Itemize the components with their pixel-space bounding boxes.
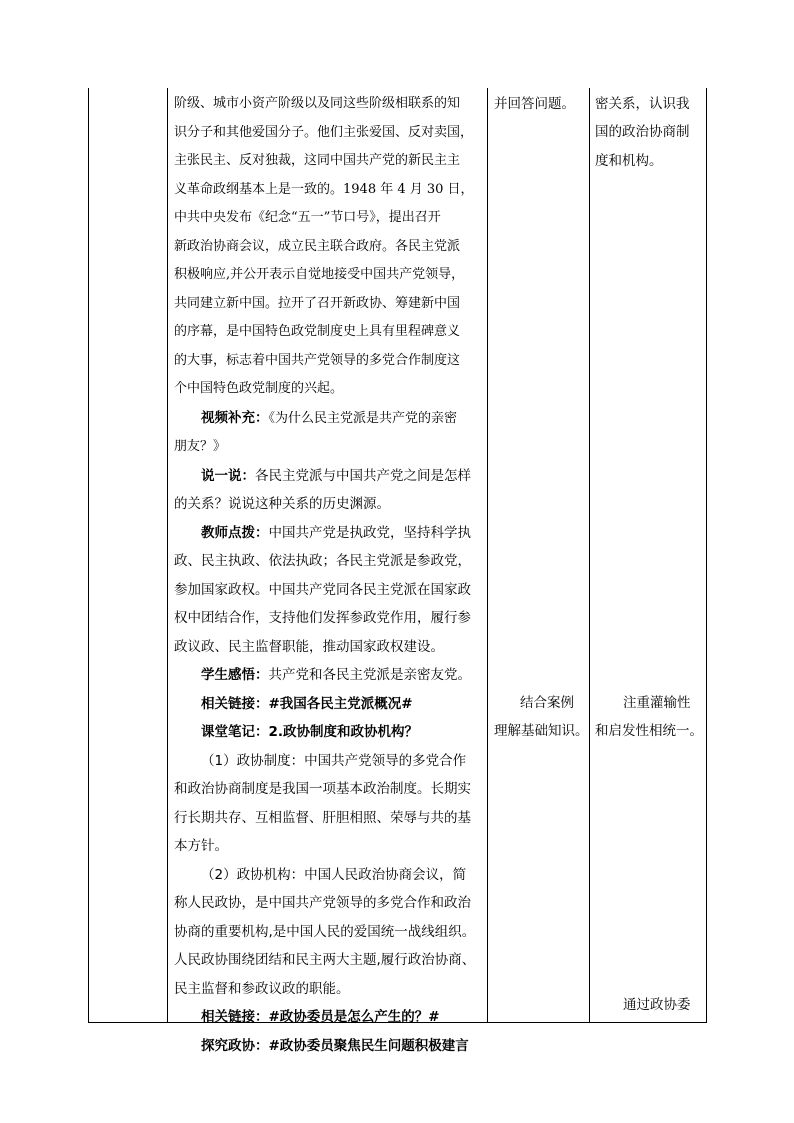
intro-line: 中共中央发布《纪念“五一”节口号》，提出召开 bbox=[174, 210, 441, 225]
notes-text: 2.政协制度和政协机构？ bbox=[268, 724, 419, 740]
student-label: 学生感悟： bbox=[201, 667, 269, 683]
video-label: 视频补充： bbox=[201, 409, 269, 426]
intro-line: 个中国特色政党制度的兴起。 bbox=[174, 381, 344, 396]
teacher-line: 政议政、民主监督职能，推动国家政权建设。 bbox=[174, 638, 444, 655]
table-border-col3 bbox=[589, 88, 590, 1023]
col2-cell bbox=[174, 90, 482, 1060]
col4-top-line: 度和机构。 bbox=[595, 153, 663, 169]
notes-label: 课堂笔记： bbox=[201, 724, 269, 740]
related-link-members: 相关链接：#政协委员是怎么产生的？# bbox=[201, 1009, 440, 1025]
table-border-col2 bbox=[487, 88, 488, 1023]
table-border-col1 bbox=[167, 88, 168, 1023]
col3-mid-text-cont: 理解基础知识。 bbox=[494, 723, 589, 739]
say-label: 说一说： bbox=[201, 467, 255, 484]
cppcc-system-line: 行长期共存、互相监督、肝胆相照、荣辱与共的基 bbox=[174, 809, 471, 826]
explore-text: #政协委员聚焦民生问题积极建言 bbox=[268, 1037, 469, 1054]
related-link-parties: 相关链接：#我国各民主党派概况# bbox=[201, 695, 413, 712]
intro-paragraph bbox=[174, 90, 482, 404]
table-border-right bbox=[706, 88, 707, 1023]
table-border-left bbox=[88, 88, 89, 1023]
teacher-line: 政、民主执政、依法执政；各民主党派是参政党， bbox=[174, 553, 471, 569]
intro-line: 识分子和其他爱国分子。他们主张爱国、反对卖国， bbox=[174, 124, 474, 140]
teacher-line: 参加国家政权。中国共产党同各民主党派在国家政 bbox=[174, 581, 471, 598]
video-supplement bbox=[174, 404, 482, 434]
student-text: 共产党和各民主党派是亲密友党。 bbox=[268, 667, 471, 683]
cppcc-org-line: 协商的重要机构,是中国人民的爱国统一战线组织。 bbox=[174, 923, 476, 940]
intro-line: 的大事，标志着中国共产党领导的多党合作制度这 bbox=[174, 352, 461, 368]
student-section bbox=[174, 661, 482, 690]
col4-bottom-text: 通过政协委 bbox=[623, 997, 691, 1013]
teacher-line: 权中团结合作，支持他们发挥参政党作用，履行参 bbox=[174, 610, 471, 626]
cppcc-org-line: 人民政协围绕团结和民主两大主题,履行政治协商、 bbox=[174, 952, 476, 968]
col4-top-line: 国的政治协商制 bbox=[595, 124, 690, 140]
col3-mid-text: 结合案例 bbox=[520, 695, 574, 711]
say-text-cont: 的关系？说说这种关系的历史渊源。 bbox=[174, 496, 390, 512]
cppcc-system-line: 和政治协商制度是我国一项基本政治制度。长期实 bbox=[174, 781, 471, 797]
cppcc-org-line: 民主监督和参政议政的职能。 bbox=[174, 980, 350, 997]
intro-line: 的序幕，是中国特色政党制度史上具有里程碑意义 bbox=[174, 324, 461, 339]
intro-line: 共同建立新中国。拉开了召开新政协、筹建新中国 bbox=[174, 295, 461, 311]
cppcc-system-text: （1）政协制度：中国共产党领导的多党合作 bbox=[201, 752, 467, 769]
col4-top-line: 密关系，认识我 bbox=[595, 96, 690, 112]
teacher-section bbox=[174, 519, 482, 548]
say-section bbox=[174, 462, 482, 491]
cppcc-system-line: 本方针。 bbox=[174, 838, 228, 854]
intro-line: 积极响应,并公开表示自觉地接受中国共产党领导， bbox=[174, 267, 465, 282]
video-text-cont: 朋友？》 bbox=[174, 439, 227, 454]
intro-line: 义革命政纲基本上是一致的。1948 年 4 月 30 日， bbox=[174, 181, 474, 197]
intro-line: 阶级、城市小资产阶级以及同这些阶级相联系的知 bbox=[174, 96, 461, 111]
col3-top-text: 并回答问题。 bbox=[494, 96, 575, 112]
class-notes bbox=[174, 718, 482, 747]
video-text: 《为什么民主党派是共产党的亲密 bbox=[268, 410, 458, 426]
intro-line: 新政治协商会议，成立民主联合政府。各民主党派 bbox=[174, 238, 461, 254]
intro-line: 主张民主、反对独裁，这同中国共产党的新民主主 bbox=[174, 153, 461, 168]
teacher-text: 中国共产党是执政党，坚持科学执 bbox=[268, 524, 471, 541]
col4-mid-text: 注重灌输性 bbox=[623, 695, 691, 711]
say-text: 各民主党派与中国共产党之间是怎样 bbox=[255, 467, 471, 484]
explore-label: 探究政协： bbox=[201, 1037, 269, 1054]
cppcc-org-text: （2）政协机构：中国人民政治协商会议，简 bbox=[201, 866, 467, 883]
col4-mid-text-cont: 和启发性相统一。 bbox=[595, 723, 703, 739]
cppcc-org-line: 称人民政协，是中国共产党领导的多党合作和政治 bbox=[174, 895, 471, 911]
explore-section bbox=[174, 1032, 482, 1061]
teacher-label: 教师点拨： bbox=[201, 524, 269, 541]
